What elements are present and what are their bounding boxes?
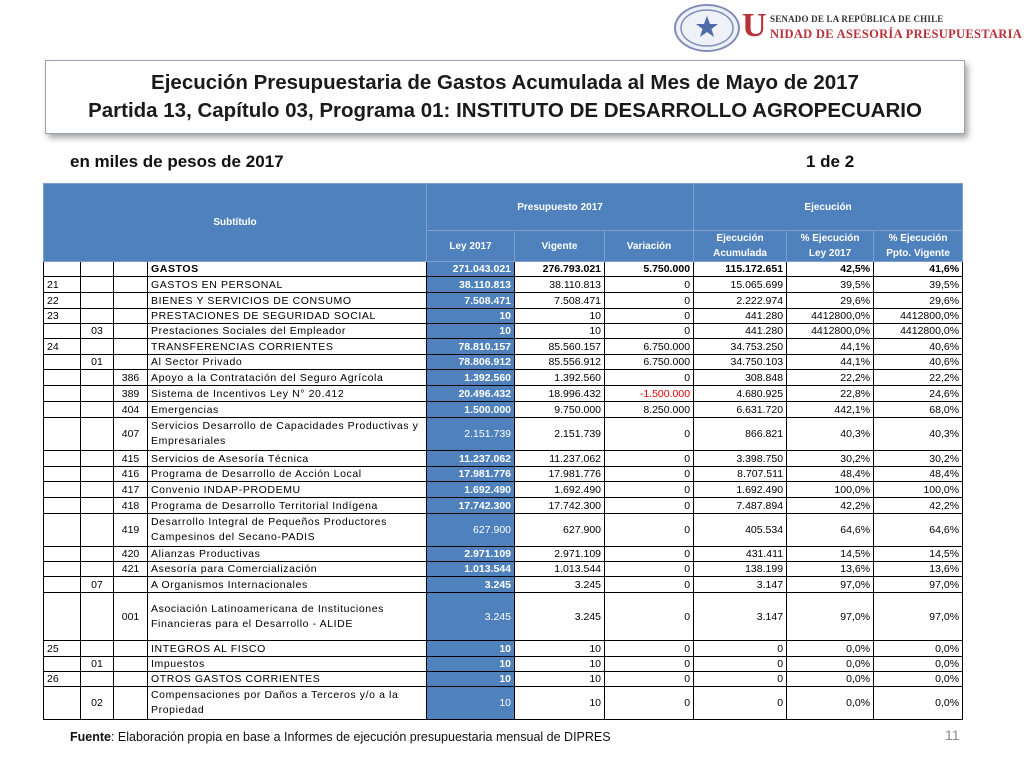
item-name: Sistema de Incentivos Ley N° 20.412 [148,386,427,402]
code-asignacion [114,355,148,370]
code-item: 07 [81,577,114,593]
value-variacion: 0 [605,418,694,451]
value-ejecucion: 115.172.651 [694,262,787,277]
value-pct-vigente: 40,6% [874,355,963,370]
code-item [81,467,114,482]
value-pct-ley: 22,8% [787,386,874,402]
code-asignacion [114,309,148,324]
code-asignacion: 001 [114,593,148,641]
value-ley: 38.110.813 [427,277,515,293]
value-vigente: 3.245 [515,593,605,641]
value-pct-vigente: 22,2% [874,370,963,386]
value-ejecucion: 405.534 [694,514,787,547]
value-ejecucion: 34.750.103 [694,355,787,370]
item-name: A Organismos Internacionales [148,577,427,593]
header-ejec-acumulada: Ejecución Acumulada [694,231,787,262]
code-subtitulo: 23 [44,309,81,324]
budget-table [43,183,963,720]
value-vigente: 1.392.560 [515,370,605,386]
value-pct-ley: 97,0% [787,593,874,641]
value-ejecucion: 441.280 [694,324,787,339]
header-variacion: Variación [605,231,694,262]
value-vigente: 17.742.300 [515,498,605,514]
code-item [81,593,114,641]
value-ejecucion: 866.821 [694,418,787,451]
value-pct-ley: 22,2% [787,370,874,386]
value-ejecucion: 3.147 [694,593,787,641]
table-row [44,593,963,641]
value-ejecucion: 8.707.511 [694,467,787,482]
code-subtitulo [44,562,81,577]
code-item [81,498,114,514]
item-name: Al Sector Privado [148,355,427,370]
value-ejecucion: 34.753.250 [694,339,787,355]
item-name: Compensaciones por Daños a Terceros y/o a la Propiedad [148,687,427,720]
table-row [44,339,963,355]
value-pct-ley: 64,6% [787,514,874,547]
value-pct-vigente: 0,0% [874,641,963,657]
value-pct-vigente: 40,6% [874,339,963,355]
code-item [81,547,114,562]
value-vigente: 10 [515,687,605,720]
value-variacion: 0 [605,547,694,562]
units-subtitle: en miles de pesos de 2017 [70,152,284,171]
table-row [44,514,963,547]
value-ley: 1.392.560 [427,370,515,386]
value-pct-vigente: 97,0% [874,593,963,641]
item-name: Impuestos [148,657,427,672]
value-ley: 1.692.490 [427,482,515,498]
value-ejecucion: 0 [694,657,787,672]
code-asignacion: 421 [114,562,148,577]
value-vigente: 10 [515,672,605,687]
value-pct-ley: 48,4% [787,467,874,482]
value-variacion: 0 [605,514,694,547]
value-pct-vigente: 39,5% [874,277,963,293]
code-subtitulo [44,370,81,386]
code-item [81,277,114,293]
value-ejecucion: 3.147 [694,577,787,593]
value-pct-ley: 0,0% [787,687,874,720]
code-asignacion [114,324,148,339]
value-vigente: 7.508.471 [515,293,605,309]
item-name: Servicios Desarrollo de Capacidades Productivas y Empresariales [148,418,427,451]
table-row [44,657,963,672]
header-pct-vigente: % Ejecución Ppto. Vigente [874,231,963,262]
value-ley: 2.151.739 [427,418,515,451]
value-ley: 20.496.432 [427,386,515,402]
header-presupuesto: Presupuesto 2017 [427,184,694,231]
code-asignacion: 386 [114,370,148,386]
value-variacion: 5.750.000 [605,262,694,277]
value-pct-vigente: 4412800,0% [874,324,963,339]
item-name: Desarrollo Integral de Pequeños Productores Campesinos del Secano-PADIS [148,514,427,547]
value-variacion: -1.500.000 [605,386,694,402]
code-subtitulo: 21 [44,277,81,293]
code-asignacion: 415 [114,451,148,467]
code-item [81,672,114,687]
code-asignacion [114,672,148,687]
code-subtitulo: 24 [44,339,81,355]
value-pct-ley: 42,2% [787,498,874,514]
value-pct-vigente: 68,0% [874,402,963,418]
item-name: Alianzas Productivas [148,547,427,562]
value-vigente: 9.750.000 [515,402,605,418]
value-pct-ley: 0,0% [787,672,874,687]
table-row [44,562,963,577]
value-vigente: 38.110.813 [515,277,605,293]
item-name: BIENES Y SERVICIOS DE CONSUMO [148,293,427,309]
value-variacion: 8.250.000 [605,402,694,418]
code-subtitulo [44,593,81,641]
value-ley: 10 [427,324,515,339]
value-pct-vigente: 42,2% [874,498,963,514]
value-vigente: 276.793.021 [515,262,605,277]
value-variacion: 6.750.000 [605,355,694,370]
code-item [81,293,114,309]
item-name: PRESTACIONES DE SEGURIDAD SOCIAL [148,309,427,324]
header-ejecucion: Ejecución [694,184,963,231]
value-vigente: 2.151.739 [515,418,605,451]
code-subtitulo [44,687,81,720]
table-row [44,355,963,370]
value-vigente: 11.237.062 [515,451,605,467]
code-subtitulo [44,547,81,562]
value-pct-vigente: 13,6% [874,562,963,577]
logo-unit-text: NIDAD DE ASESORÍA PRESUPUESTARIA [770,27,1023,41]
value-variacion: 0 [605,451,694,467]
table-row [44,451,963,467]
code-asignacion [114,277,148,293]
code-item: 01 [81,657,114,672]
value-ley: 7.508.471 [427,293,515,309]
value-pct-vigente: 100,0% [874,482,963,498]
table-row [44,370,963,386]
code-asignacion [114,577,148,593]
table-row [44,309,963,324]
code-item [81,562,114,577]
code-subtitulo [44,402,81,418]
item-name: Prestaciones Sociales del Empleador [148,324,427,339]
code-subtitulo [44,355,81,370]
header-vigente: Vigente [515,231,605,262]
value-variacion: 0 [605,657,694,672]
table-row [44,482,963,498]
value-variacion: 0 [605,309,694,324]
value-ejecucion: 0 [694,672,787,687]
code-item [81,339,114,355]
value-vigente: 10 [515,324,605,339]
value-variacion: 0 [605,482,694,498]
value-vigente: 10 [515,657,605,672]
value-vigente: 17.981.776 [515,467,605,482]
value-ejecucion: 441.280 [694,309,787,324]
value-pct-vigente: 24,6% [874,386,963,402]
value-vigente: 85.556.912 [515,355,605,370]
item-name: INTEGROS AL FISCO [148,641,427,657]
item-name: OTROS GASTOS CORRIENTES [148,672,427,687]
header-ley: Ley 2017 [427,231,515,262]
value-ley: 10 [427,672,515,687]
value-pct-ley: 0,0% [787,641,874,657]
item-name: Emergencias [148,402,427,418]
item-name: Asesoría para Comercialización [148,562,427,577]
page-title-program: Partida 13, Capítulo 03, Programa 01: INSTITUTO DE DESARROLLO AGROPECUARIO [88,99,922,122]
value-pct-vigente: 14,5% [874,547,963,562]
value-vigente: 85.560.157 [515,339,605,355]
value-ejecucion: 7.487.894 [694,498,787,514]
header-pct-ley: % Ejecución Ley 2017 [787,231,874,262]
code-asignacion: 419 [114,514,148,547]
table-row [44,577,963,593]
value-ejecucion: 6.631.720 [694,402,787,418]
value-vigente: 1.692.490 [515,482,605,498]
table-row [44,672,963,687]
value-vigente: 10 [515,641,605,657]
table-row [44,293,963,309]
value-vigente: 627.900 [515,514,605,547]
code-subtitulo [44,324,81,339]
value-pct-ley: 97,0% [787,577,874,593]
senado-seal-logo [674,4,740,52]
code-asignacion: 389 [114,386,148,402]
table-row [44,402,963,418]
code-subtitulo: 25 [44,641,81,657]
code-asignacion: 416 [114,467,148,482]
table-row [44,498,963,514]
value-ejecucion: 4.680.925 [694,386,787,402]
code-item [81,309,114,324]
value-ley: 17.981.776 [427,467,515,482]
value-ley: 78.806.912 [427,355,515,370]
value-pct-ley: 30,2% [787,451,874,467]
item-name: Apoyo a la Contratación del Seguro Agrícola [148,370,427,386]
value-variacion: 0 [605,593,694,641]
value-vigente: 18.996.432 [515,386,605,402]
value-pct-vigente: 30,2% [874,451,963,467]
value-pct-ley: 4412800,0% [787,324,874,339]
code-item [81,514,114,547]
code-item: 02 [81,687,114,720]
value-pct-vigente: 0,0% [874,672,963,687]
value-ley: 627.900 [427,514,515,547]
code-asignacion: 420 [114,547,148,562]
value-variacion: 0 [605,562,694,577]
value-pct-vigente: 48,4% [874,467,963,482]
value-pct-ley: 44,1% [787,339,874,355]
table-row [44,547,963,562]
value-pct-ley: 4412800,0% [787,309,874,324]
code-asignacion [114,687,148,720]
value-ley: 2.971.109 [427,547,515,562]
value-pct-ley: 29,6% [787,293,874,309]
value-ejecucion: 0 [694,641,787,657]
code-subtitulo [44,262,81,277]
code-asignacion [114,641,148,657]
value-variacion: 0 [605,498,694,514]
value-ejecucion: 15.065.699 [694,277,787,293]
value-variacion: 6.750.000 [605,339,694,355]
code-subtitulo [44,482,81,498]
value-ejecucion: 1.692.490 [694,482,787,498]
code-subtitulo: 26 [44,672,81,687]
header-subtitulo: Subtítulo [44,184,427,262]
value-ley: 78.810.157 [427,339,515,355]
item-name: Programa de Desarrollo Territorial Indígena [148,498,427,514]
logo-senado-text: SENADO DE LA REPÚBLICA DE CHILE [770,14,944,24]
value-ley: 10 [427,309,515,324]
item-name: Servicios de Asesoría Técnica [148,451,427,467]
value-variacion: 0 [605,641,694,657]
table-row [44,277,963,293]
table-row [44,687,963,720]
item-name: GASTOS [148,262,427,277]
code-subtitulo: 22 [44,293,81,309]
value-pct-vigente: 97,0% [874,577,963,593]
source-footnote: Fuente: Elaboración propia en base a Informes de ejecución presupuestaria mensual de DIPRES [70,730,611,744]
value-pct-ley: 39,5% [787,277,874,293]
item-name: Asociación Latinoamericana de Instituciones Financieras para el Desarrollo - ALIDE [148,593,427,641]
code-asignacion [114,262,148,277]
code-item [81,482,114,498]
value-ejecucion: 2.222.974 [694,293,787,309]
code-subtitulo [44,514,81,547]
value-ejecucion: 308.848 [694,370,787,386]
value-ley: 10 [427,657,515,672]
value-ley: 10 [427,687,515,720]
table-row [44,467,963,482]
code-item [81,386,114,402]
code-asignacion: 404 [114,402,148,418]
value-pct-vigente: 64,6% [874,514,963,547]
value-variacion: 0 [605,577,694,593]
value-ley: 1.500.000 [427,402,515,418]
title-box [45,60,965,134]
code-item [81,262,114,277]
code-item [81,641,114,657]
value-ejecucion: 431.411 [694,547,787,562]
item-name: GASTOS EN PERSONAL [148,277,427,293]
value-pct-ley: 40,3% [787,418,874,451]
value-pct-ley: 14,5% [787,547,874,562]
value-pct-ley: 13,6% [787,562,874,577]
value-variacion: 0 [605,293,694,309]
code-item [81,370,114,386]
value-variacion: 0 [605,370,694,386]
value-pct-vigente: 29,6% [874,293,963,309]
code-item [81,451,114,467]
code-subtitulo [44,467,81,482]
item-name: Programa de Desarrollo de Acción Local [148,467,427,482]
table-row [44,641,963,657]
code-item [81,418,114,451]
code-asignacion: 417 [114,482,148,498]
code-asignacion [114,657,148,672]
table-row [44,324,963,339]
value-pct-vigente: 0,0% [874,657,963,672]
value-ley: 271.043.021 [427,262,515,277]
value-pct-ley: 0,0% [787,657,874,672]
value-ejecucion: 138.199 [694,562,787,577]
value-variacion: 0 [605,687,694,720]
code-subtitulo [44,657,81,672]
value-ley: 3.245 [427,577,515,593]
value-variacion: 0 [605,324,694,339]
value-variacion: 0 [605,672,694,687]
item-name: TRANSFERENCIAS CORRIENTES [148,339,427,355]
code-subtitulo [44,451,81,467]
value-ley: 1.013.544 [427,562,515,577]
item-name: Convenio INDAP-PRODEMU [148,482,427,498]
value-pct-ley: 442,1% [787,402,874,418]
value-pct-vigente: 4412800,0% [874,309,963,324]
page-title: Ejecución Presupuestaria de Gastos Acumulada al Mes de Mayo de 2017 [151,71,859,94]
value-ejecucion: 0 [694,687,787,720]
value-variacion: 0 [605,467,694,482]
value-variacion: 0 [605,277,694,293]
value-ley: 3.245 [427,593,515,641]
value-ley: 10 [427,641,515,657]
value-vigente: 10 [515,309,605,324]
table-row [44,386,963,402]
value-vigente: 2.971.109 [515,547,605,562]
code-item: 01 [81,355,114,370]
code-asignacion: 418 [114,498,148,514]
code-asignacion: 407 [114,418,148,451]
logo-initial: U [742,7,767,44]
code-asignacion [114,339,148,355]
value-vigente: 3.245 [515,577,605,593]
value-ley: 17.742.300 [427,498,515,514]
value-pct-vigente: 0,0% [874,687,963,720]
table-row [44,262,963,277]
value-ejecucion: 3.398.750 [694,451,787,467]
value-pct-vigente: 40,3% [874,418,963,451]
code-asignacion [114,293,148,309]
value-vigente: 1.013.544 [515,562,605,577]
value-ley: 11.237.062 [427,451,515,467]
code-subtitulo [44,386,81,402]
value-pct-ley: 44,1% [787,355,874,370]
value-pct-vigente: 41,6% [874,262,963,277]
code-subtitulo [44,577,81,593]
table-row [44,418,963,451]
code-subtitulo [44,418,81,451]
page-number: 11 [945,727,960,743]
value-pct-ley: 42,5% [787,262,874,277]
page-counter: 1 de 2 [806,152,855,171]
code-item: 03 [81,324,114,339]
code-subtitulo [44,498,81,514]
value-pct-ley: 100,0% [787,482,874,498]
code-item [81,402,114,418]
